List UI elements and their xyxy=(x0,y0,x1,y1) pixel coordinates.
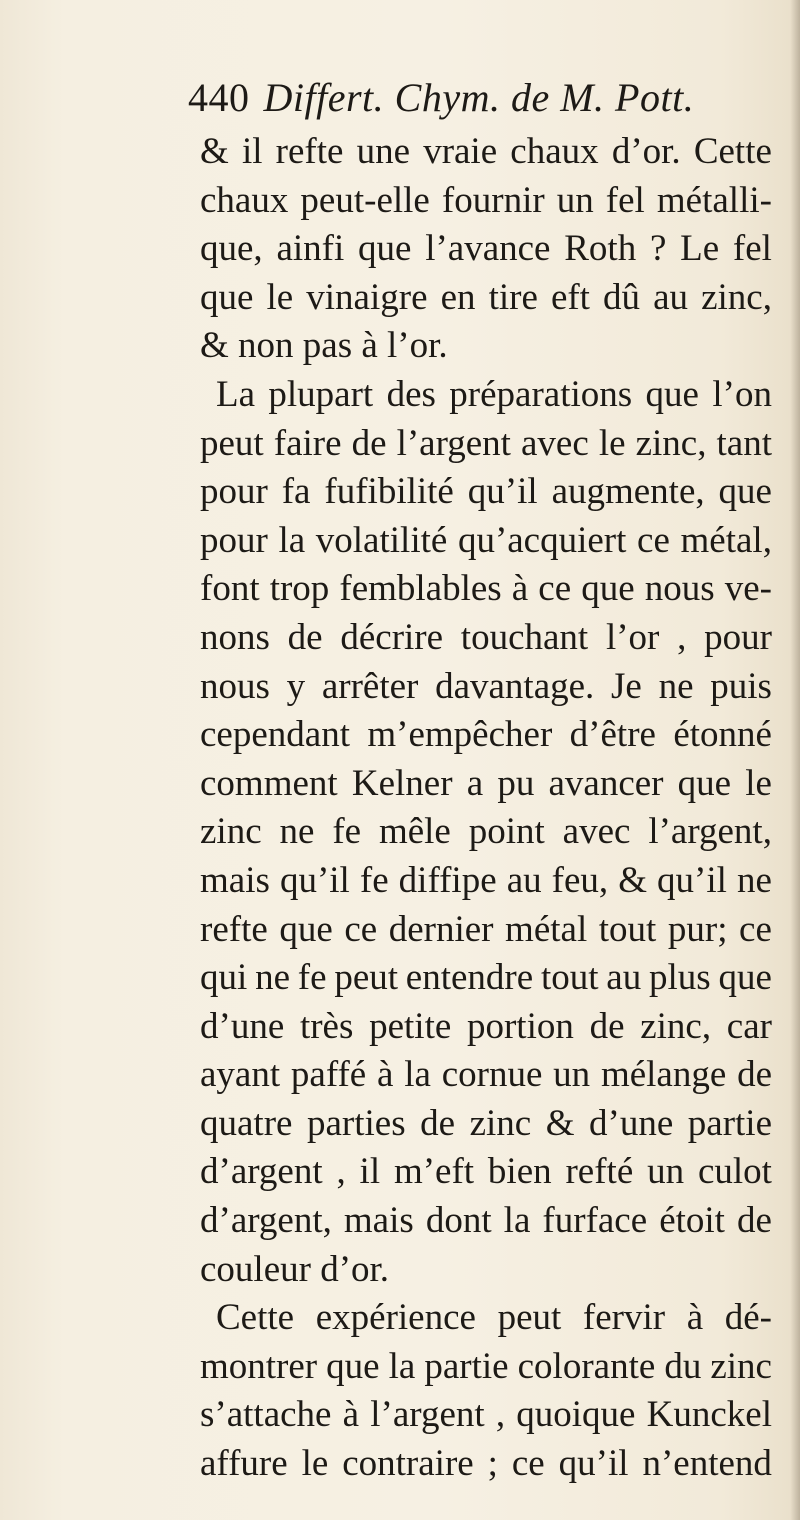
text-line: pour la volatilité qu’acquiert ce métal, xyxy=(200,519,772,561)
text-line: chaux peut-elle fournir un fel métalli- xyxy=(200,179,772,221)
text-line: pour fa fufibilité qu’il augmente, que xyxy=(200,471,772,513)
text-line: nons de décrire touchant l’or , pour xyxy=(200,616,772,658)
page-edge-shadow xyxy=(790,0,800,1520)
text-line: & il refte une vraie chaux d’or. Cette xyxy=(200,131,772,172)
text-line: que, ainfi que l’avance Roth ? Le fel xyxy=(200,228,772,270)
text-line: que le vinaigre en tire eft dû au zinc, xyxy=(200,276,772,318)
text-line: La plupart des préparations que l’on xyxy=(216,373,772,415)
text-line: nous y arrêter davantage. Je ne puis xyxy=(200,665,772,707)
text-line: ayant paffé à la cornue un mélange de xyxy=(200,1054,772,1096)
text-line: quatre parties de zinc & d’une partie xyxy=(200,1102,772,1144)
text-line: & non pas à l’or. xyxy=(200,325,448,367)
body-text xyxy=(200,128,772,1489)
running-title: Differt. Chym. de M. Pott. xyxy=(263,75,695,120)
text-line: couleur d’or. xyxy=(200,1248,390,1290)
text-line: s’attache à l’argent , quoique Kunckel xyxy=(200,1394,772,1436)
text-line: mais qu’il fe diffipe au feu, & qu’il ne xyxy=(200,859,772,901)
text-line: affure le contraire ; ce qu’il n’entend xyxy=(200,1443,772,1485)
text-line: d’argent, mais dont la furface étoit de xyxy=(200,1200,772,1242)
text-line: refte que ce dernier métal tout pur; ce xyxy=(200,908,772,950)
text-line: font trop femblables à ce que nous ve- xyxy=(200,568,772,610)
text-line: qui ne fe peut entendre tout au plus que xyxy=(200,957,772,999)
text-line: d’argent , il m’eft bien refté un culot xyxy=(200,1151,772,1193)
page-number: 440 xyxy=(188,75,250,120)
text-line: peut faire de l’argent avec le zinc, tant xyxy=(200,422,772,464)
text-line: zinc ne fe mêle point avec l’argent, xyxy=(200,811,772,853)
running-head xyxy=(188,74,694,121)
text-line: Cette expérience peut fervir à dé- xyxy=(216,1297,772,1339)
text-line: cependant m’empêcher d’être étonné xyxy=(200,714,772,756)
text-line: montrer que la partie colorante du zinc xyxy=(200,1345,772,1387)
text-line: d’une très petite portion de zinc, car xyxy=(200,1005,772,1047)
text-line: comment Kelner a pu avancer que le xyxy=(200,762,772,804)
